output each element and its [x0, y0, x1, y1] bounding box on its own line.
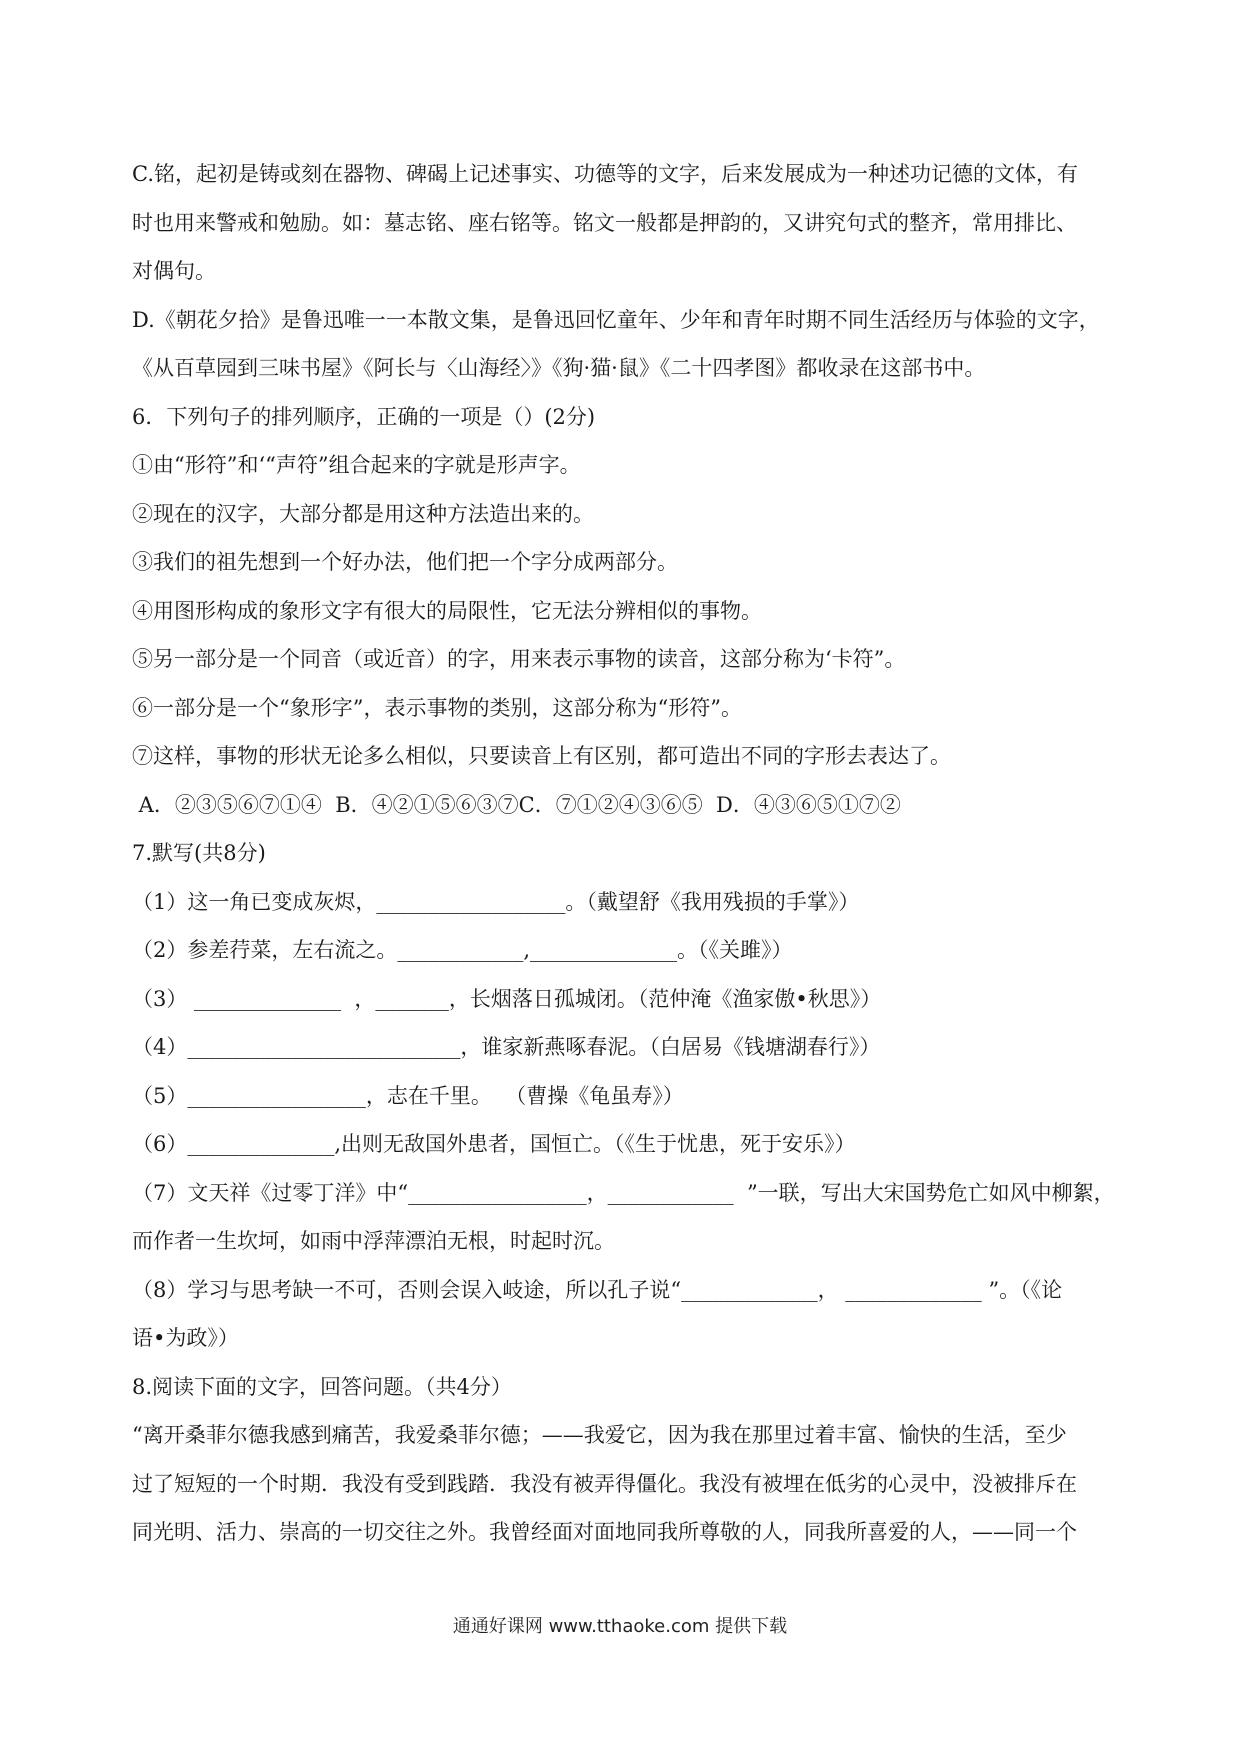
- page-content: [132, 150, 1132, 1557]
- dictation-1: （1）这一角已变成灰烬，__________________。（戴望舒《我用残损的手掌》）: [132, 889, 860, 914]
- sentence-7: ⑦这样，事物的形状无论多么相似，只要读音上有区别，都可造出不同的字形去表达了。: [132, 744, 951, 768]
- sentence-1: ①由“形符”和‘“声符”组合起来的字就是形声字。: [132, 453, 581, 477]
- dictation-8: （8）学习与思考缺一不可，否则会误入岐途，所以孔子说“_____________， _____________ ”。（《论: [132, 1277, 1063, 1302]
- reading-passage-line: “离开桑菲尔德我感到痛苦，我爱桑菲尔德；——我爱它，因为我在那里过着丰富、愉快的生活，至少: [132, 1423, 1067, 1447]
- dictation-3: （3） ______________ ，_______，长烟落日孤城闭。（范仲淹《渔家傲•秋思》）: [132, 986, 882, 1011]
- dictation-7-cont: 而作者一生坎坷，如雨中浮萍漂泊无根，时起时沉。: [132, 1229, 615, 1253]
- sentence-6: ⑥一部分是一个“象形字”，表示事物的类别，这部分称为“形符”。: [132, 695, 742, 720]
- sentence-3: ③我们的祖先想到一个好办法，他们把一个字分成两部分。: [132, 550, 678, 574]
- question-8-title: 8.阅读下面的文字，回答问题。（共4分）: [132, 1374, 512, 1399]
- sentence-5: ⑤另一部分是一个同音（或近音）的字，用来表示事物的读音，这部分称为‘卡符”。: [132, 647, 906, 671]
- sentence-2: ②现在的汉字，大部分都是用这种方法造出来的。: [132, 501, 594, 526]
- dictation-8-cont: 语•为政》）: [132, 1326, 239, 1350]
- dictation-5: （5）_________________，志在千里。 （曹操《龟虽寿》）: [132, 1083, 684, 1108]
- dictation-6: （6）______________,出则无敌国外患者，国恒亡。（《生于忧患，死于安乐》）: [132, 1132, 856, 1156]
- text-line: D.《朝花夕拾》是鲁迅唯一一本散文集，是鲁迅回忆童年、少年和青年时期不同生活经历与体验的文字，: [132, 307, 1100, 332]
- sentence-4: ④用图形构成的象形文字有很大的局限性，它无法分辨相似的事物。: [132, 598, 762, 623]
- text-line: 时也用来警戒和勉励。如：墓志铭、座右铭等。铭文一般都是押韵的，又讲究句式的整齐，常用排比、: [132, 210, 1077, 235]
- answer-options: A．②③⑤⑥⑦①④ B．④②①⑤⑥③⑦C．⑦①②④③⑥⑤ D．④③⑥⑤①⑦②: [132, 792, 901, 817]
- question-7-title: 7.默写(共8分): [132, 841, 266, 865]
- page-footer: 通通好课网 www.tthaoke.com 提供下载: [452, 1616, 788, 1637]
- reading-passage-line: 过了短短的一个时期．我没有受到践踏．我没有被弄得僵化。我没有被埋在低劣的心灵中，没被排斥在: [132, 1471, 1077, 1496]
- question-6-title: 6．下列句子的排列顺序，正确的一项是（）(2分): [132, 404, 596, 429]
- text-line: C.铭，起初是铸或刻在器物、碑碣上记述事实、功德等的文字，后来发展成为一种述功记德的文体，有: [132, 162, 1078, 186]
- reading-passage-line: 同光明、活力、崇高的一切交往之外。我曾经面对面地同我所尊敬的人，同我所喜爱的人，——同一个: [132, 1520, 1077, 1544]
- text-line: 《从百草园到三味书屋》《阿长与〈山海经〉》《狗·猫·鼠》《二十四孝图》都收录在这部书中。: [132, 356, 986, 380]
- dictation-7: （7）文天祥《过零丁洋》中“_________________，____________ ”一联，写出大宋国势危亡如风中柳絮，: [132, 1180, 1115, 1205]
- text-line: 对偶句。: [132, 259, 216, 283]
- dictation-4: （4）__________________________，谁家新燕啄春泥。（白居易《钱塘湖春行》）: [132, 1035, 881, 1059]
- dictation-2: （2）参差荇菜，左右流之。____________,______________。（《关雎》）: [132, 938, 793, 962]
